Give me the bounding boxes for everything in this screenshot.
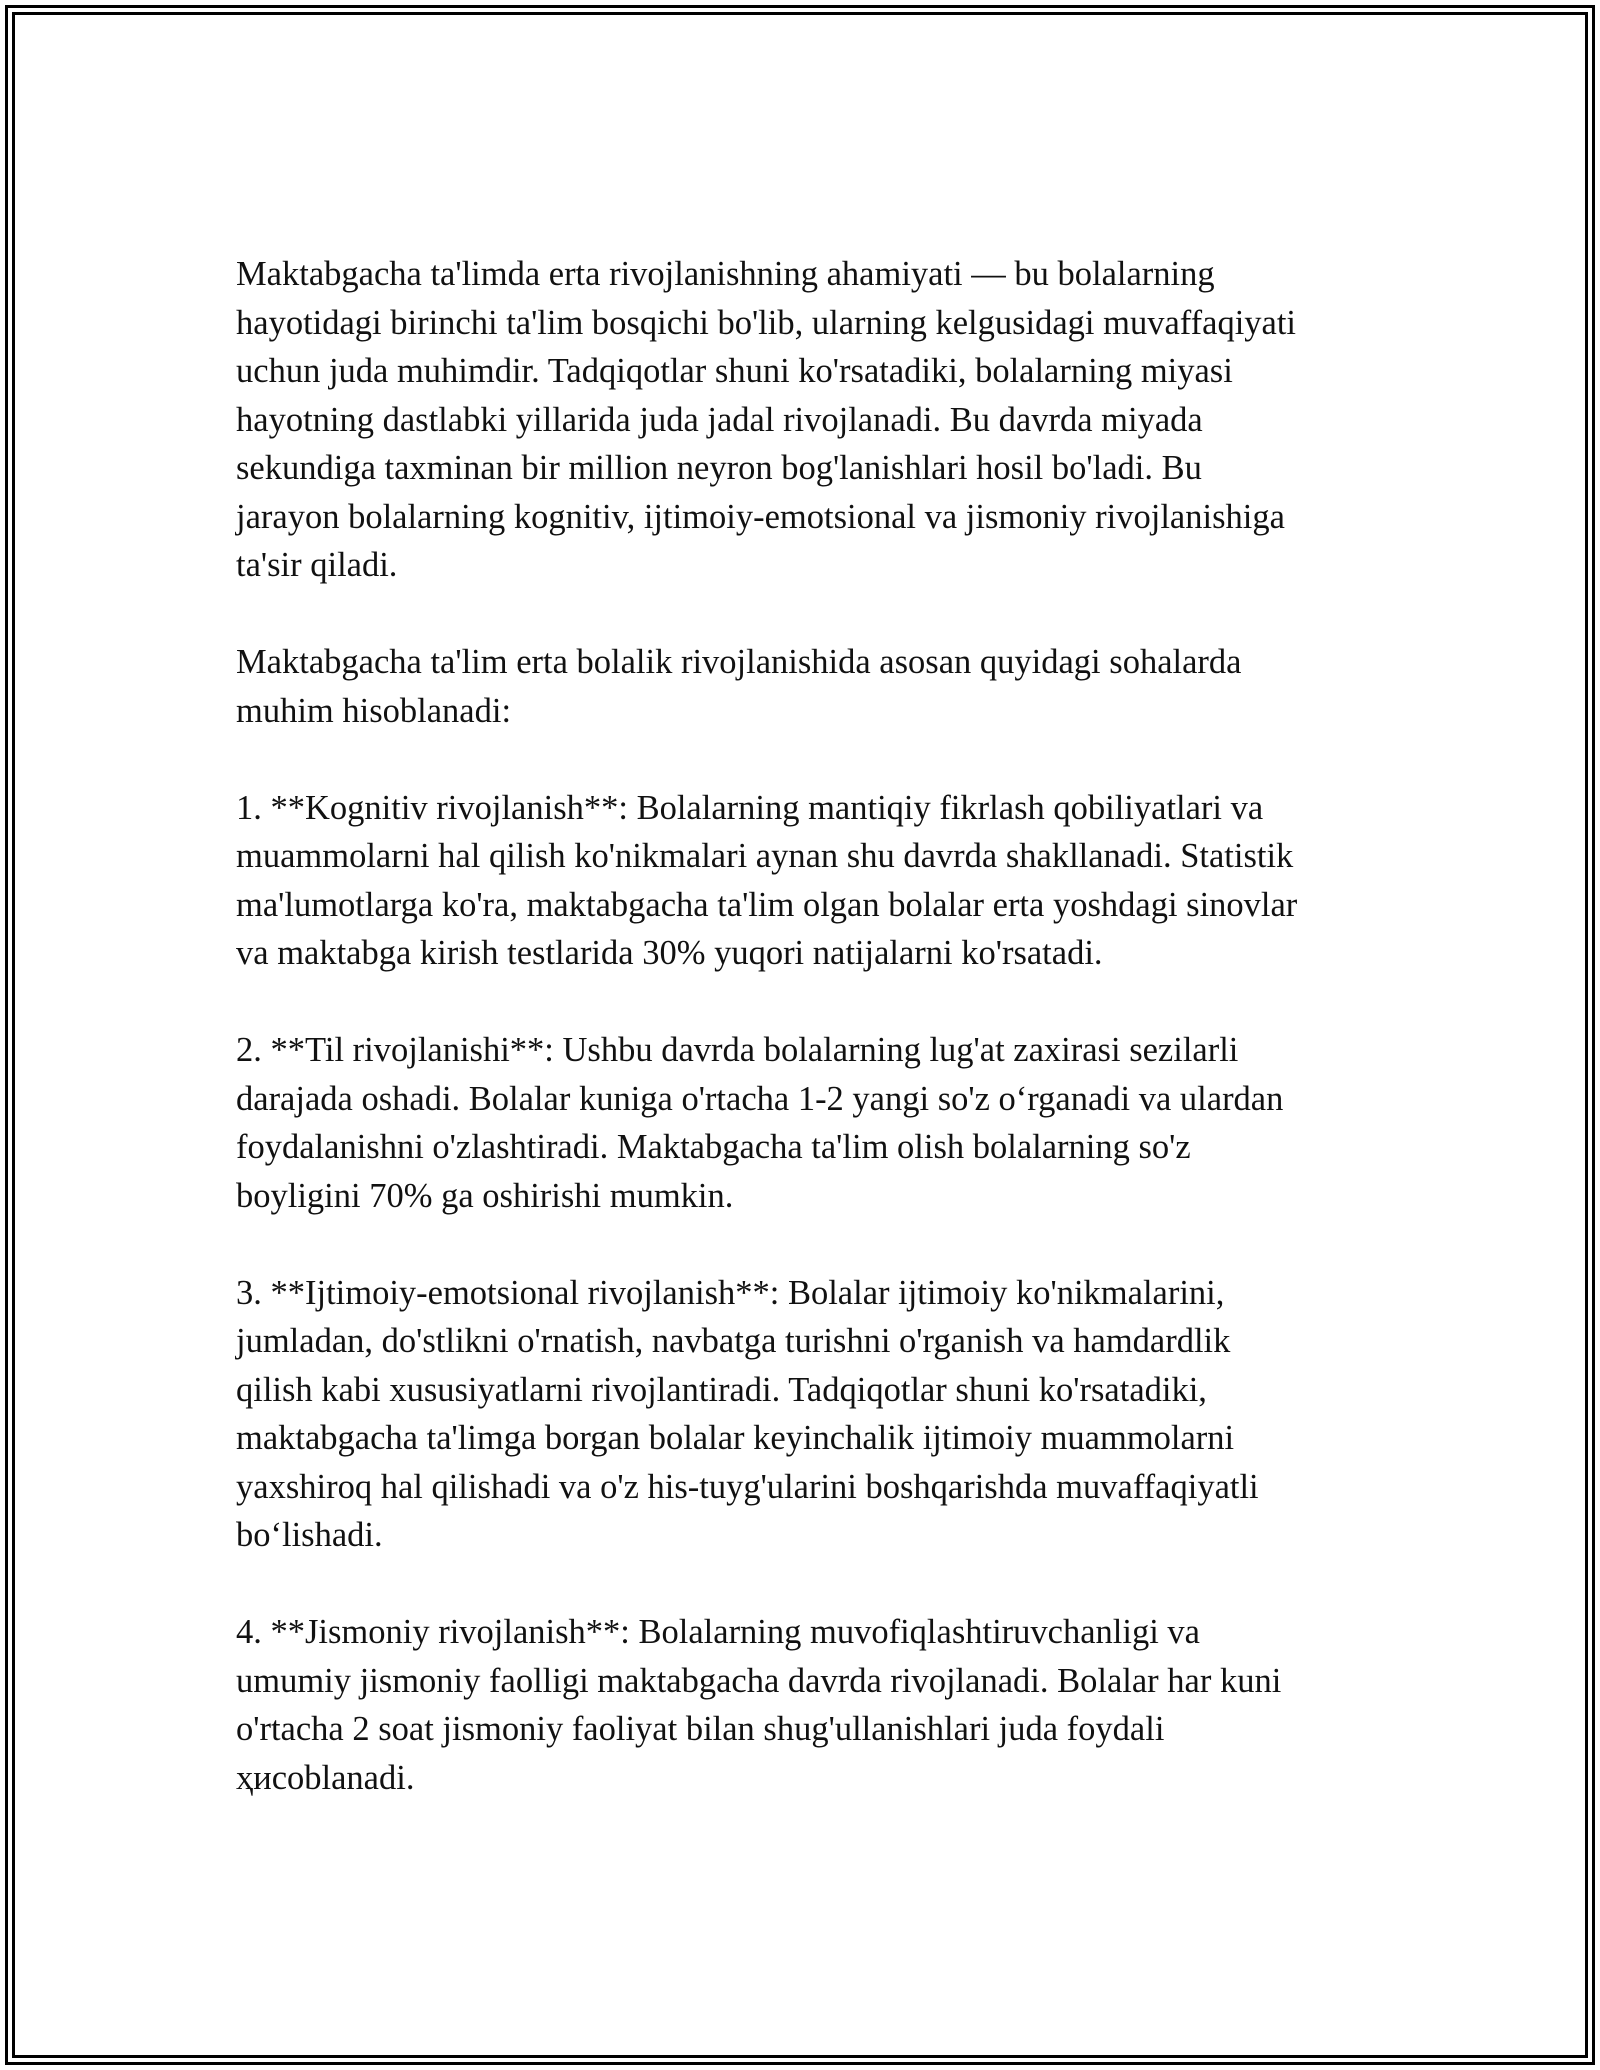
document-body [236,250,1376,1851]
intro-paragraph: Maktabgacha ta'limda erta rivojlanishning ahamiyati — bu bolalarning hayotidagi birinchi ta'lim bosqichi bo'lib, ularning kelgusidagi muvaffaqiyati uchun juda muhimdir. Tadqiqotlar shuni ko'rsatadiki, bolalarning miyasi hayotning dastlabki yillarida juda jadal rivojlanadi. Bu davrda miyada sekundiga taxminan bir million neyron bog'lanishlari hosil bo'ladi. Bu jarayon bolalarning kognitiv, ijtimoiy-emotsional va jismoniy rivojlanishiga ta'sir qiladi. [236,255,1297,584]
list-item-physical: 4. **Jismoniy rivojlanish**: Bolalarning muvofiqlashtiruvchanligi va umumiy jismoniy faolligi maktabgacha davrda rivojlanadi. Bolalar har kuni o'rtacha 2 soat jismoniy faoliyat bilan shug'ullanishlari juda foydali ҳисоblanadi. [236,1613,1282,1797]
areas-intro-paragraph: Maktabgacha ta'lim erta bolalik rivojlanishida asosan quyidagi sohalarda muhim hisoblanadi: [236,643,1242,730]
list-item-social-emotional: 3. **Ijtimoiy-emotsional rivojlanish**: Bolalar ijtimoiy ko'nikmalarini, jumladan, do'stlikni o'rnatish, navbatga turishni o'rganish va hamdardlik qilish kabi xususiyatlarni rivojlantiradi. Tadqiqotlar shuni ko'rsatadiki, maktabgacha ta'limga borgan bolalar keyinchalik ijtimoiy muammolarni yaxshiroq hal qilishadi va o'z his-tuyg'ularini boshqarishda muvaffaqiyatli bo‘lishadi. [236,1273,1259,1554]
list-item-language: 2. **Til rivojlanishi**: Ushbu davrda bolalarning lug'at zaxirasi sezilarli darajada oshadi. Bolalar kuniga o'rtacha 1-2 yangi so'z o‘rganadi va ulardan foydalanishni o'zlashtiradi. Maktabgacha ta'lim olish bolalarning so'z boyligini 70% ga oshirishi mumkin. [236,1031,1284,1215]
list-item-cognitive: 1. **Kognitiv rivojlanish**: Bolalarning mantiqiy fikrlash qobiliyatlari va muammolarni hal qilish ko'nikmalari aynan shu davrda shakllanadi. Statistik ma'lumotlarga ko'ra, maktabgacha ta'lim olgan bolalar erta yoshdagi sinovlar va maktabga kirish testlarida 30% yuqori natijalarni ko'rsatadi. [236,788,1298,972]
